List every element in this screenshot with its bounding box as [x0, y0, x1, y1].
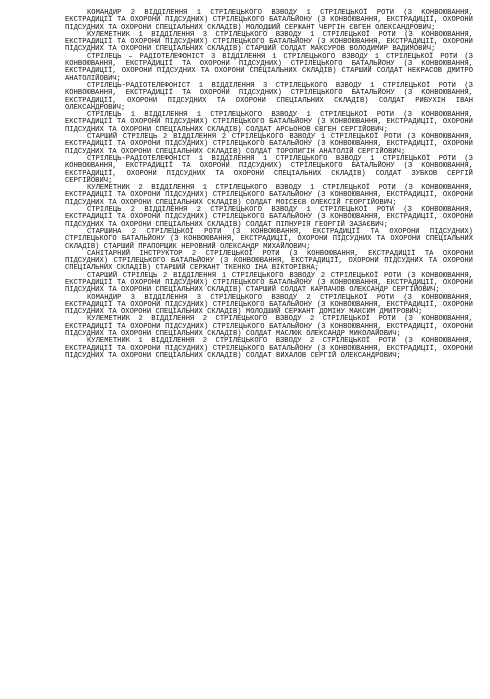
- list-item: КОМАНДИР 2 ВІДДІЛЕННЯ 1 СТРІЛЕЦЬКОГО ВЗВОДУ 1 СТРІЛЕЦЬКОЇ РОТИ (З КОНВОЮВАННЯ, ЕКСТРАДИЦІЇ ТА ОХОРОНИ ПІДСУДНИХ) СТРІЛЕЦЬКОГО БАТАЛЬЙОНУ (З КОНВОЮВАННЯ, ЕКСТРАДИЦІЇ, ОХОРОНИ ПІДСУДНИХ ТА ОХОРОНИ СПЕЦІАЛЬНИХ СКЛАДІВ) МОЛОДШИЙ СЕРЖАНТ ЧЕРГІН ЄВГЕН ОЛЕКСАНДРОВИЧ;: [65, 9, 473, 32]
- personnel-list: [65, 10, 473, 360]
- list-item: КУЛЕМЕТНИК 2 ВІДДІЛЕННЯ 2 СТРІЛЕЦЬКОГО ВЗВОДУ 2 СТРІЛЕЦЬКОЇ РОТИ (З КОНВОЮВАННЯ, ЕКСТРАДИЦІЇ ТА ОХОРОНИ ПІДСУДНИХ) СТРІЛЕЦЬКОГО БАТАЛЬЙОНУ (З КОНВОЮВАННЯ, ЕКСТРАДИЦІЇ, ОХОРОНИ ПІДСУДНИХ ТА ОХОРОНИ СПЕЦІАЛЬНИХ СКЛАДІВ) СОЛДАТ МАСЛЮК ОЛЕКСАНДР МИКОЛАЙОВИЧ;: [65, 315, 473, 339]
- list-item: СТРІЛЕЦЬ-РАДІОТЕЛЕФОНІСТ 1 ВІДДІЛЕННЯ 1 СТРІЛЕЦЬКОГО ВЗВОДУ 1 СТРІЛЕЦЬКОЇ РОТИ (З КОНВОЮВАННЯ, ЕКСТРАДИЦІЇ ТА ОХОРОНИ ПІДСУДНИХ) СТРІЛЕЦЬКОГО БАТАЛЬЙОНУ (З КОНВОЮВАННЯ, ЕКСТРАДИЦІЇ, ОХОРОНИ ПІДСУДНИХ ТА ОХОРОНИ СПЕЦІАЛЬНИХ СКЛАДІВ) СОЛДАТ ЗУБКОВ СЕРГІЙ СЕРГІЙОВИЧ;: [65, 154, 473, 185]
- list-item: СТРІЛЕЦЬ 1 ВІДДІЛЕННЯ 1 СТРІЛЕЦЬКОГО ВЗВОДУ 1 СТРІЛЕЦЬКОЇ РОТИ (З КОНВОЮВАННЯ, ЕКСТРАДИЦІЇ ТА ОХОРОНИ ПІДСУДНИХ) СТРІЛЕЦЬКОГО БАТАЛЬЙОНУ (З КОНВОЮВАННЯ, ЕКСТРАДИЦІЇ, ОХОРОНИ ПІДСУДНИХ ТА ОХОРОНИ СПЕЦІАЛЬНИХ СКЛАДІВ) СОЛДАТ АРСЬОНОВ ЄВГЕН СЕРГІЙОВИЧ;: [65, 111, 473, 134]
- list-item: КОМАНДИР 3 ВІДДІЛЕННЯ 3 СТРІЛЕЦЬКОГО ВЗВОДУ 2 СТРІЛЕЦЬКОЇ РОТИ (З КОНВОЮВАННЯ, ЕКСТРАДИЦІЇ ТА ОХОРОНИ ПІДСУДНИХ) СТРІЛЕЦЬКОГО БАТАЛЬЙОНУ (З КОНВОЮВАННЯ, ЕКСТРАДИЦІЇ, ОХОРОНИ ПІДСУДНИХ ТА ОХОРОНИ СПЕЦІАЛЬНИХ СКЛАДІВ) МОЛОДШИЙ СЕРЖАНТ ДОМІНУ МАКСИМ ДМИТРОВИЧ;: [65, 293, 473, 317]
- list-item: СТРІЛЕЦЬ – РАДІОТЕЛЕФОНІСТ 3 ВІДДІЛЕННЯ 1 СТРІЛЕЦЬКОГО ВЗВОДУ 1 СТРІЛЕЦЬКОЇ РОТИ (З КОНВОЮВАННЯ, ЕКСТРАДИЦІЇ ТА ОХОРОНИ ПІДСУДНИХ) СТРІЛЕЦЬКОГО БАТАЛЬЙОНУ (З КОНВОЮВАННЯ, ЕКСТРАДИЦІЇ, ОХОРОНИ ПІДСУДНИХ ТА ОХОРОНИ СПЕЦІАЛЬНИХ СКЛАДІВ) СТАРШИЙ СОЛДАТ НЕКРАСОВ ДМИТРО АНАТОЛІЙОВИЧ;: [65, 52, 473, 83]
- list-item: КУЛЕМЕТНИК 1 ВІДДІЛЕННЯ 3 СТРІЛЕЦЬКОГО ВЗВОДУ 1 СТРІЛЕЦЬКОЇ РОТИ (З КОНВОЮВАННЯ, ЕКСТРАДИЦІЇ ТА ОХОРОНИ ПІДСУДНИХ) СТРІЛЕЦЬКОГО БАТАЛЬЙОНУ (З КОНВОЮВАННЯ, ЕКСТРАДИЦІЇ, ОХОРОНИ ПІДСУДНИХ ТА ОХОРОНИ СПЕЦІАЛЬНИХ СКЛАДІВ) СТАРШИЙ СОЛДАТ МАКСУРОВ ВОЛОДИМИР ВАДИМОВИЧ;: [65, 30, 473, 54]
- list-item: СТАРШИЙ СТРІЛЕЦЬ 2 ВІДДІЛЕННЯ 2 СТРІЛЕЦЬКОГО ВЗВОДУ 1 СТРІЛЕЦЬКОЇ РОТИ (З КОНВОЮВАННЯ, ЕКСТРАДИЦІЇ ТА ОХОРОНИ ПІДСУДНИХ) СТРІЛЕЦЬКОГО БАТАЛЬЙОНУ (З КОНВОЮВАННЯ, ЕКСТРАДИЦІЇ, ОХОРОНИ ПІДСУДНИХ ТА ОХОРОНИ СПЕЦІАЛЬНИХ СКЛАДІВ) СОЛДАТ ТОРОПИГІН АНАТОЛІЙ СЕРГІЙОВИЧ;: [65, 133, 473, 156]
- list-item: СТРІЛЕЦЬ 2 ВІДДІЛЕННЯ 2 СТРІЛЕЦЬКОГО ВЗВОДУ 1 СТРІЛЕЦЬКОЇ РОТИ (З КОНВОЮВАННЯ, ЕКСТРАДИЦІЇ ТА ОХОРОНИ ПІДСУДНИХ) СТРІЛЕЦЬКОГО БАТАЛЬЙОНУ (З КОНВОЮВАННЯ, ЕКСТРАДИЦІЇ, ОХОРОНИ ПІДСУДНИХ ТА ОХОРОНИ СПЕЦІАЛЬНИХ СКЛАДІВ) СОЛДАТ ПІПНУРІЯ ГЕОРГІЙ ЗАЗАЄВИЧ;: [65, 206, 473, 229]
- list-item: СТРІЛЕЦЬ-РАДІОТЕЛЕФОНІСТ 1 ВІДДІЛЕННЯ 3 СТРІЛЕЦЬКОГО ВЗВОДУ 1 СТРІЛЕЦЬКОЇ РОТИ (З КОНВОЮВАННЯ, ЕКСТРАДИЦІЇ ТА ОХОРОНИ ПІДСУДНИХ) СТРІЛЕЦЬКОГО БАТАЛЬЙОНУ (З КОНВОЮВАННЯ, ЕКСТРАДИЦІЇ, ОХОРОНИ ПІДСУДНИХ ТА ОХОРОНИ СПЕЦІАЛЬНИХ СКЛАДІВ) СОЛДАТ РИБУХІН ІВАН ОЛЕКСАНДРОВИЧ;: [65, 81, 473, 112]
- list-item: СТАРШИНА 2 СТРІЛЕЦЬКОЇ РОТИ (З КОНВОЮВАННЯ, ЕКСТРАДИЦІЇ ТА ОХОРОНИ ПІДСУДНИХ) СТРІЛЕЦЬКОГО БАТАЛЬЙОНУ (З КОНВОЮВАННЯ, ЕКСТРАДИЦІЇ, ОХОРОНИ ПІДСУДНИХ ТА ОХОРОНИ СПЕЦІАЛЬНИХ СКЛАДІВ) СТАРШИЙ ПРАПОРЩИК НЕРОВНИЙ ОЛЕКСАНДР МИХАЙЛОВИЧ;: [65, 227, 473, 251]
- list-item: САНІТАРНИЙ ІНСТРУКТОР 2 СТРІЛЕЦЬКОЇ РОТИ (З КОНВОЮВАННЯ, ЕКСТРАДИЦІЇ ТА ОХОРОНИ ПІДСУДНИХ) СТРІЛЕЦЬКОГО БАТАЛЬЙОНУ (З КОНВОЮВАННЯ, ЕКСТРАДИЦІЇ, ОХОРОНИ ПІДСУДНИХ ТА ОХОРОНИ СПЕЦІАЛЬНИХ СКЛАДІВ) СТАРШИЙ СЕРЖАНТ ТКЕНКО ІНА ВІКТОРІВНА;: [65, 249, 473, 273]
- list-item: СТАРШИЙ СТРІЛЕЦЬ 2 ВІДДІЛЕННЯ 1 СТРІЛЕЦЬКОГО ВЗВОДУ 2 СТРІЛЕЦЬКОЇ РОТИ (З КОНВОЮВАННЯ, ЕКСТРАДИЦІЇ ТА ОХОРОНИ ПІДСУДНИХ) СТРІЛЕЦЬКОГО БАТАЛЬЙОНУ (З КОНВОЮВАННЯ, ЕКСТРАДИЦІЇ, ОХОРОНИ ПІДСУДНИХ ТА ОХОРОНИ СПЕЦІАЛЬНИХ СКЛАДІВ) СТАРШИЙ СОЛДАТ КАРПАЧОВ ОЛЕКСАНДР СЕРГІЙОВИЧ;: [65, 271, 473, 295]
- list-item: КУЛЕМЕТНИК 1 ВІДДІЛЕННЯ 2 СТРІЛЕЦЬКОГО ВЗВОДУ 2 СТРІЛЕЦЬКОЇ РОТИ (З КОНВОЮВАННЯ, ЕКСТРАДИЦІЇ ТА ОХОРОНИ ПІДСУДНИХ) СТРІЛЕЦЬКОГО БАТАЛЬЙОНУ (З КОНВОЮВАННЯ, ЕКСТРАДИЦІЇ, ОХОРОНИ ПІДСУДНИХ ТА ОХОРОНИ СПЕЦІАЛЬНИХ СКЛАДІВ) СОЛДАТ ВИХАЛОВ СЕРГІЙ ОЛЕКСАНДРОВИЧ;: [65, 337, 473, 360]
- list-item: КУЛЕМЕТНИК 2 ВІДДІЛЕННЯ 1 СТРІЛЕЦЬКОГО ВЗВОДУ 1 СТРІЛЕЦЬКОЇ РОТИ (З КОНВОЮВАННЯ, ЕКСТРАДИЦІЇ ТА ОХОРОНИ ПІДСУДНИХ) СТРІЛЕЦЬКОГО БАТАЛЬЙОНУ (З КОНВОЮВАННЯ, ЕКСТРАДИЦІЇ, ОХОРОНИ ПІДСУДНИХ ТА ОХОРОНИ СПЕЦІАЛЬНИХ СКЛАДІВ) СОЛДАТ МОІСЕЄВ ОЛЕКСІЙ ГЕОРГІЙОВИЧ;: [65, 184, 473, 207]
